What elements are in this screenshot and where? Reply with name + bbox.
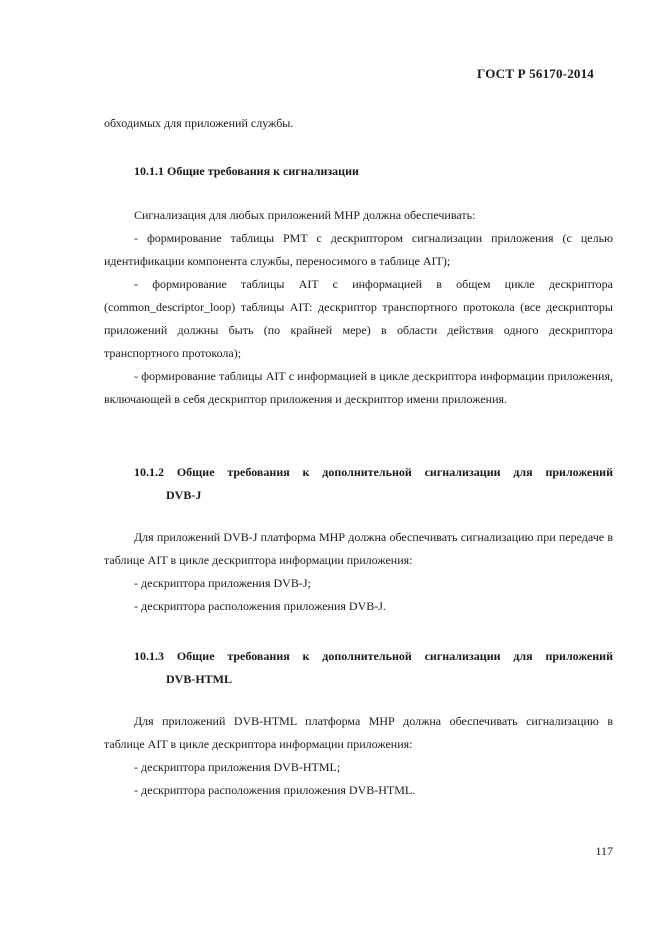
section-1-heading xyxy=(104,160,613,183)
section-1-item-3: - формирование таблицы AIT с информацией в цикле дескриптора информации приложения, включающей в себя дескриптор приложения и дескриптор имени приложения. xyxy=(104,369,613,406)
section-3-body xyxy=(104,710,613,802)
section-3-item-2: - дескриптора расположения приложения DVB-HTML. xyxy=(134,783,416,797)
section-1-item-1: - формирование таблицы PMT с дескриптором сигнализации приложения (с целью идентификации компонента службы, переносимого в таблице AIT); xyxy=(104,231,613,268)
section-1-item-2: - формирование таблицы AIT с информацией в общем цикле дескриптора (common_descriptor_loop) таблицы AIT: дескриптор транспортного протокола (все дескрипторы приложений должны быть (по крайней мере) в области действия одного дескриптора транспортного протокола); xyxy=(104,277,613,360)
section-3-heading-line-2: DVB-HTML xyxy=(166,672,232,686)
section-2-lead: Для приложений DVB-J платформа МНР должна обеспечивать сигнализацию при передаче в таблице AIT в цикле дескриптора информации приложения: xyxy=(104,530,613,567)
intro-text: обходимых для приложений службы. xyxy=(104,116,294,130)
section-2-item-2: - дескриптора расположения приложения DVB-J. xyxy=(134,599,386,613)
section-2-heading xyxy=(104,461,613,507)
section-2-item-1: - дескриптора приложения DVB-J; xyxy=(134,576,311,590)
section-2-heading-line-2: DVB-J xyxy=(166,488,202,502)
section-3-lead: Для приложений DVB-HTML платформа МНР должна обеспечивать сигнализацию в таблице AIT в цикле дескриптора информации приложения: xyxy=(104,714,613,751)
section-3-heading xyxy=(104,645,613,691)
standard-header: ГОСТ Р 56170-2014 xyxy=(477,66,594,81)
section-3-heading-line-1: 10.1.3 Общие требования к дополнительной сигнализации для приложений xyxy=(134,649,613,663)
page-number: 117 xyxy=(595,844,613,858)
intro-paragraph xyxy=(104,112,613,135)
section-1-lead: Сигнализация для любых приложений МНР должна обеспечивать: xyxy=(134,208,476,222)
section-2-body xyxy=(104,526,613,618)
section-2-heading-line-1: 10.1.2 Общие требования к дополнительной сигнализации для приложений xyxy=(134,465,613,479)
section-3-item-1: - дескриптора приложения DVB-HTML; xyxy=(134,760,341,774)
section-1-heading-text: 10.1.1 Общие требования к сигнализации xyxy=(134,164,359,178)
section-1-body xyxy=(104,204,613,411)
